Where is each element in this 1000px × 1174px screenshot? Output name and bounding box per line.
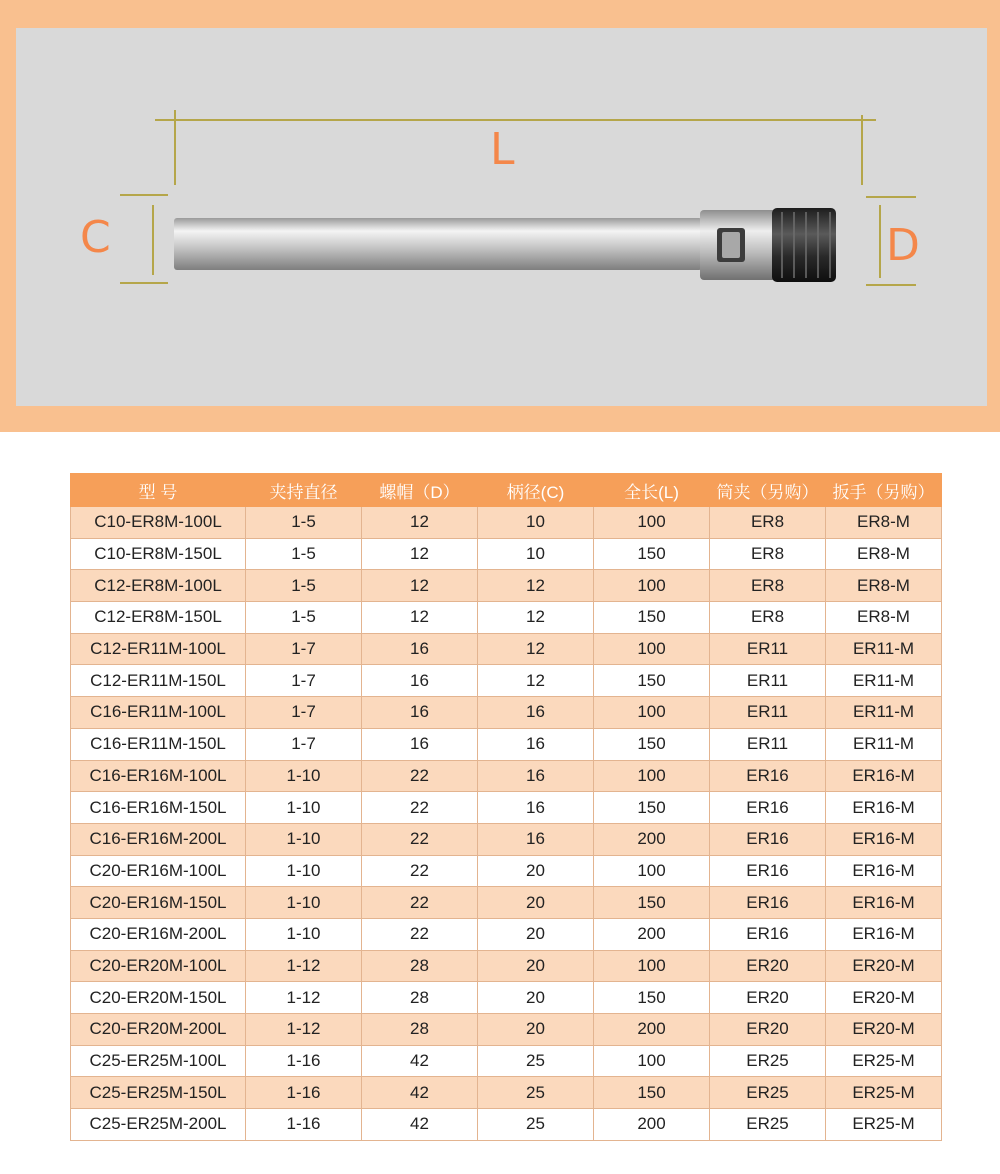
cell-length: 150 <box>594 1077 710 1109</box>
cell-nut: 28 <box>362 950 478 982</box>
table-row <box>71 1014 942 1046</box>
cell-model: C20-ER16M-200L <box>71 918 246 950</box>
table-row <box>71 1077 942 1109</box>
cell-shank: 12 <box>478 602 594 634</box>
cell-clamp: 1-5 <box>246 507 362 539</box>
cell-clamp: 1-10 <box>246 855 362 887</box>
cell-clamp: 1-16 <box>246 1109 362 1141</box>
cell-nut: 22 <box>362 760 478 792</box>
cell-length: 100 <box>594 633 710 665</box>
cell-wrench: ER20-M <box>826 982 942 1014</box>
table-row <box>71 697 942 729</box>
table-row <box>71 602 942 634</box>
cell-model: C16-ER16M-200L <box>71 823 246 855</box>
cell-nut: 16 <box>362 633 478 665</box>
cell-shank: 12 <box>478 665 594 697</box>
cell-model: C16-ER16M-150L <box>71 792 246 824</box>
cell-wrench: ER16-M <box>826 887 942 919</box>
cell-shank: 12 <box>478 570 594 602</box>
column-header-model: 型 号 <box>71 474 246 507</box>
cell-collet: ER8 <box>710 602 826 634</box>
cell-clamp: 1-7 <box>246 665 362 697</box>
cell-nut: 12 <box>362 507 478 539</box>
tool-holder-diagram <box>0 0 1000 432</box>
cell-nut: 22 <box>362 887 478 919</box>
cell-length: 100 <box>594 855 710 887</box>
table-row <box>71 507 942 539</box>
cell-model: C20-ER16M-150L <box>71 887 246 919</box>
cell-nut: 22 <box>362 823 478 855</box>
cell-model: C20-ER20M-150L <box>71 982 246 1014</box>
cell-nut: 12 <box>362 538 478 570</box>
cell-wrench: ER16-M <box>826 918 942 950</box>
table-row <box>71 982 942 1014</box>
column-header-length: 全长(L) <box>594 474 710 507</box>
cell-length: 100 <box>594 760 710 792</box>
cell-length: 100 <box>594 1045 710 1077</box>
cell-clamp: 1-7 <box>246 697 362 729</box>
table-row <box>71 887 942 919</box>
cell-shank: 16 <box>478 792 594 824</box>
column-header-nut: 螺帽（D） <box>362 474 478 507</box>
cell-shank: 20 <box>478 1014 594 1046</box>
cell-length: 200 <box>594 918 710 950</box>
table-body <box>71 507 942 1141</box>
shank-dimension-line <box>120 195 168 283</box>
cell-shank: 12 <box>478 633 594 665</box>
nut-diameter-label: D <box>886 220 920 271</box>
cell-nut: 42 <box>362 1109 478 1141</box>
cell-shank: 25 <box>478 1045 594 1077</box>
cell-shank: 20 <box>478 918 594 950</box>
cell-collet: ER20 <box>710 950 826 982</box>
cell-nut: 22 <box>362 855 478 887</box>
cell-length: 150 <box>594 887 710 919</box>
column-header-shank: 柄径(C) <box>478 474 594 507</box>
cell-length: 150 <box>594 538 710 570</box>
cell-collet: ER20 <box>710 1014 826 1046</box>
cell-clamp: 1-10 <box>246 887 362 919</box>
cell-clamp: 1-16 <box>246 1045 362 1077</box>
tool-shank <box>174 218 702 270</box>
cell-wrench: ER16-M <box>826 855 942 887</box>
cell-length: 150 <box>594 728 710 760</box>
cell-collet: ER16 <box>710 887 826 919</box>
cell-wrench: ER16-M <box>826 760 942 792</box>
cell-shank: 16 <box>478 697 594 729</box>
cell-wrench: ER8-M <box>826 570 942 602</box>
table-row <box>71 728 942 760</box>
table-row <box>71 665 942 697</box>
cell-model: C12-ER8M-150L <box>71 602 246 634</box>
cell-model: C12-ER8M-100L <box>71 570 246 602</box>
cell-clamp: 1-5 <box>246 538 362 570</box>
cell-collet: ER16 <box>710 855 826 887</box>
cell-shank: 16 <box>478 728 594 760</box>
cell-wrench: ER11-M <box>826 665 942 697</box>
length-label: L <box>490 124 515 175</box>
cell-nut: 28 <box>362 1014 478 1046</box>
cell-collet: ER11 <box>710 665 826 697</box>
cell-collet: ER25 <box>710 1045 826 1077</box>
cell-length: 150 <box>594 982 710 1014</box>
cell-shank: 20 <box>478 950 594 982</box>
cell-shank: 16 <box>478 760 594 792</box>
cell-collet: ER25 <box>710 1077 826 1109</box>
cell-wrench: ER16-M <box>826 792 942 824</box>
cell-collet: ER16 <box>710 760 826 792</box>
table-row <box>71 1109 942 1141</box>
cell-nut: 42 <box>362 1077 478 1109</box>
table-row <box>71 792 942 824</box>
table-row <box>71 633 942 665</box>
product-diagram-frame <box>0 0 1000 432</box>
cell-collet: ER16 <box>710 823 826 855</box>
length-dimension-line <box>155 110 876 185</box>
cell-collet: ER25 <box>710 1109 826 1141</box>
cell-length: 100 <box>594 697 710 729</box>
cell-shank: 20 <box>478 982 594 1014</box>
table-row <box>71 1045 942 1077</box>
cell-shank: 20 <box>478 887 594 919</box>
cell-model: C12-ER11M-150L <box>71 665 246 697</box>
cell-collet: ER11 <box>710 633 826 665</box>
cell-clamp: 1-7 <box>246 633 362 665</box>
cell-nut: 22 <box>362 792 478 824</box>
cell-model: C25-ER25M-200L <box>71 1109 246 1141</box>
cell-length: 150 <box>594 665 710 697</box>
cell-model: C16-ER11M-150L <box>71 728 246 760</box>
table-row <box>71 570 942 602</box>
table-row <box>71 855 942 887</box>
table-row <box>71 918 942 950</box>
cell-length: 100 <box>594 570 710 602</box>
cell-length: 100 <box>594 507 710 539</box>
cell-clamp: 1-7 <box>246 728 362 760</box>
cell-nut: 28 <box>362 982 478 1014</box>
cell-nut: 16 <box>362 665 478 697</box>
cell-wrench: ER25-M <box>826 1045 942 1077</box>
cell-shank: 10 <box>478 507 594 539</box>
cell-shank: 25 <box>478 1109 594 1141</box>
cell-wrench: ER11-M <box>826 697 942 729</box>
cell-nut: 16 <box>362 697 478 729</box>
cell-model: C12-ER11M-100L <box>71 633 246 665</box>
cell-length: 200 <box>594 1109 710 1141</box>
table-row <box>71 950 942 982</box>
cell-collet: ER8 <box>710 507 826 539</box>
cell-length: 150 <box>594 602 710 634</box>
column-header-collet: 筒夹（另购） <box>710 474 826 507</box>
cell-nut: 12 <box>362 570 478 602</box>
cell-model: C10-ER8M-100L <box>71 507 246 539</box>
cell-model: C20-ER20M-100L <box>71 950 246 982</box>
cell-wrench: ER16-M <box>826 823 942 855</box>
cell-wrench: ER25-M <box>826 1109 942 1141</box>
column-header-wrench: 扳手（另购） <box>826 474 942 507</box>
table-header-row <box>71 474 942 507</box>
cell-collet: ER20 <box>710 982 826 1014</box>
cell-model: C25-ER25M-100L <box>71 1045 246 1077</box>
cell-shank: 10 <box>478 538 594 570</box>
table-row <box>71 823 942 855</box>
cell-wrench: ER25-M <box>826 1077 942 1109</box>
cell-collet: ER8 <box>710 538 826 570</box>
cell-wrench: ER8-M <box>826 538 942 570</box>
cell-wrench: ER20-M <box>826 950 942 982</box>
table-row <box>71 760 942 792</box>
cell-clamp: 1-10 <box>246 823 362 855</box>
cell-nut: 12 <box>362 602 478 634</box>
cell-wrench: ER8-M <box>826 602 942 634</box>
cell-clamp: 1-10 <box>246 792 362 824</box>
cell-nut: 42 <box>362 1045 478 1077</box>
cell-model: C20-ER20M-200L <box>71 1014 246 1046</box>
cell-length: 200 <box>594 823 710 855</box>
cell-shank: 25 <box>478 1077 594 1109</box>
shank-diameter-label: C <box>80 212 111 263</box>
cell-model: C10-ER8M-150L <box>71 538 246 570</box>
cell-length: 150 <box>594 792 710 824</box>
cell-nut: 16 <box>362 728 478 760</box>
cell-wrench: ER8-M <box>826 507 942 539</box>
cell-clamp: 1-12 <box>246 950 362 982</box>
cell-clamp: 1-12 <box>246 1014 362 1046</box>
column-header-clamp-diameter: 夹持直径 <box>246 474 362 507</box>
cell-clamp: 1-10 <box>246 918 362 950</box>
cell-model: C25-ER25M-150L <box>71 1077 246 1109</box>
cell-length: 200 <box>594 1014 710 1046</box>
spec-table <box>70 473 942 1141</box>
cell-clamp: 1-5 <box>246 570 362 602</box>
cell-collet: ER16 <box>710 918 826 950</box>
cell-shank: 16 <box>478 823 594 855</box>
cell-shank: 20 <box>478 855 594 887</box>
cell-collet: ER11 <box>710 728 826 760</box>
table-row <box>71 538 942 570</box>
cell-collet: ER16 <box>710 792 826 824</box>
cell-length: 100 <box>594 950 710 982</box>
cell-wrench: ER11-M <box>826 633 942 665</box>
cell-model: C16-ER16M-100L <box>71 760 246 792</box>
cell-nut: 22 <box>362 918 478 950</box>
cell-clamp: 1-5 <box>246 602 362 634</box>
cell-model: C20-ER16M-100L <box>71 855 246 887</box>
cell-model: C16-ER11M-100L <box>71 697 246 729</box>
cell-clamp: 1-16 <box>246 1077 362 1109</box>
cell-clamp: 1-12 <box>246 982 362 1014</box>
cell-clamp: 1-10 <box>246 760 362 792</box>
cell-collet: ER11 <box>710 697 826 729</box>
cell-wrench: ER20-M <box>826 1014 942 1046</box>
cell-collet: ER8 <box>710 570 826 602</box>
cell-wrench: ER11-M <box>826 728 942 760</box>
